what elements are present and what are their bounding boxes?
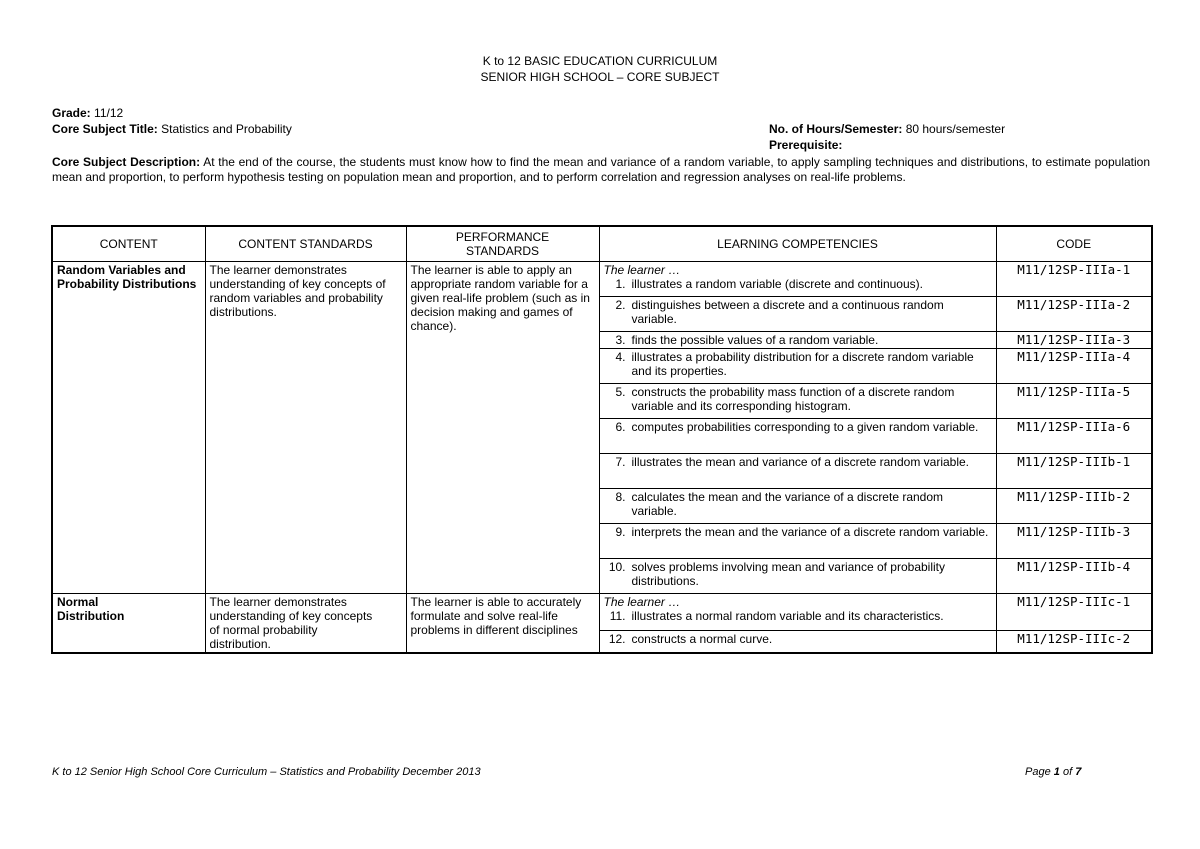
page-of: of [1062, 766, 1073, 778]
content-topic: Normal Distribution [52, 594, 205, 654]
description-text: At the end of the course, the students must know how to find the mean and variance of a random variable, to apply sampling techniques and distributions, to estimate population mean and proportion, to perform hypothesis testing on population mean and proportion, and to perform correlation and regression analyses on real-life problems. [52, 155, 1151, 184]
competency-text: illustrates a normal random variable and its characteristics. [631, 609, 944, 623]
competency-text: interprets the mean and the variance of a discrete random variable. [631, 525, 989, 539]
competency-cell [599, 384, 996, 419]
competency-text: constructs a normal curve. [631, 631, 773, 646]
competency-code: M11/12SP-IIIb-3 [996, 524, 1152, 559]
competency-number: 10. [608, 560, 626, 574]
competency-text: constructs the probability mass function of a discrete random variable and its corresponding histogram. [631, 385, 955, 413]
competency-code: M11/12SP-IIIb-4 [996, 559, 1152, 594]
page-total: 7 [1075, 766, 1082, 778]
competency-number: 3. [615, 333, 626, 347]
curriculum-title: K to 12 BASIC EDUCATION CURRICULUM [482, 54, 718, 68]
content-topic: Random Variables and Probability Distributions [52, 262, 205, 594]
competency-code: M11/12SP-IIIc-2 [996, 630, 1152, 653]
subject-title-label: Core Subject Title: [52, 122, 158, 136]
content-standard: The learner demonstrates understanding of key concepts of random variables and probability distributions. [205, 262, 406, 594]
competency-number: 8. [615, 490, 626, 504]
competency-cell [599, 262, 996, 297]
competency-code: M11/12SP-IIIa-4 [996, 349, 1152, 384]
grade-label: Grade: [52, 106, 91, 120]
page-indicator [1025, 766, 1081, 778]
page-prefix: Page [1025, 766, 1051, 778]
description-label: Core Subject Description: [52, 155, 201, 169]
competency-number: 4. [615, 350, 626, 364]
competency-number: 11. [609, 609, 626, 623]
competency-cell [599, 297, 996, 332]
competency-text: distinguishes between a discrete and a continuous random variable. [631, 298, 944, 326]
competency-code: M11/12SP-IIIa-1 [996, 262, 1152, 297]
hours-line [769, 122, 1005, 137]
competency-cell [599, 630, 996, 653]
competency-text: illustrates a random variable (discrete and continuous). [631, 277, 923, 291]
competency-text: illustrates a probability distribution for a discrete random variable and its properties. [631, 350, 974, 378]
competency-number: 2. [615, 298, 626, 312]
header-code: CODE [996, 226, 1152, 262]
content-standard: The learner demonstrates understanding of key concepts of normal probability distribution. [205, 594, 406, 654]
hours-value: 80 hours/semester [905, 122, 1006, 136]
competency-text: computes probabilities corresponding to a given random variable. [631, 420, 979, 434]
competency-cell [599, 454, 996, 489]
competency-code: M11/12SP-IIIc-1 [996, 594, 1152, 631]
competency-code: M11/12SP-IIIb-2 [996, 489, 1152, 524]
header-content-standards: CONTENT STANDARDS [205, 226, 406, 262]
table-header-row [52, 226, 1152, 262]
competency-cell [599, 419, 996, 454]
header-performance-standards: PERFORMANCE STANDARDS [406, 226, 599, 262]
table-row [52, 262, 1152, 297]
hours-label: No. of Hours/Semester: [769, 122, 903, 136]
competency-text: solves problems involving mean and variance of probability distributions. [631, 560, 945, 588]
competency-text: finds the possible values of a random variable. [631, 333, 879, 347]
competency-text: illustrates the mean and variance of a discrete random variable. [631, 455, 970, 469]
performance-standard: The learner is able to apply an appropriate random variable for a given real-life problem (such as in decision making and games of chance). [406, 262, 599, 594]
competency-cell [599, 489, 996, 524]
competency-number: 7. [615, 455, 626, 469]
header-learning-competencies: LEARNING COMPETENCIES [599, 226, 996, 262]
competency-cell [599, 594, 996, 631]
competency-cell [599, 559, 996, 594]
subject-title-line [52, 122, 292, 137]
competency-cell [599, 332, 996, 349]
competency-lead: The learner … [603, 263, 681, 277]
curriculum-table [51, 225, 1153, 654]
competency-cell [599, 349, 996, 384]
grade-line [52, 106, 123, 121]
competency-number: 9. [615, 525, 626, 539]
competency-number: 5. [615, 385, 626, 399]
competency-number: 12. [608, 631, 626, 646]
competency-lead: The learner … [603, 595, 681, 609]
competency-cell [599, 524, 996, 559]
competency-number: 1. [615, 277, 626, 291]
table-row [52, 594, 1152, 631]
header-content: CONTENT [52, 226, 205, 262]
subject-description [52, 155, 1150, 185]
performance-standard: The learner is able to accurately formulate and solve real-life problems in different disciplines [406, 594, 599, 654]
competency-number: 6. [615, 420, 626, 434]
grade-value: 11/12 [94, 106, 124, 120]
prerequisite-label: Prerequisite: [769, 138, 843, 152]
footer-text: K to 12 Senior High School Core Curriculum – Statistics and Probability December 2013 [52, 766, 481, 778]
page-number: 1 [1053, 766, 1060, 778]
competency-code: M11/12SP-IIIa-2 [996, 297, 1152, 332]
competency-code: M11/12SP-IIIb-1 [996, 454, 1152, 489]
competency-code: M11/12SP-IIIa-5 [996, 384, 1152, 419]
subject-title-value: Statistics and Probability [161, 122, 292, 136]
competency-code: M11/12SP-IIIa-6 [996, 419, 1152, 454]
competency-text: calculates the mean and the variance of a discrete random variable. [631, 490, 944, 518]
curriculum-subtitle: SENIOR HIGH SCHOOL – CORE SUBJECT [480, 70, 720, 84]
competency-code: M11/12SP-IIIa-3 [996, 332, 1152, 349]
